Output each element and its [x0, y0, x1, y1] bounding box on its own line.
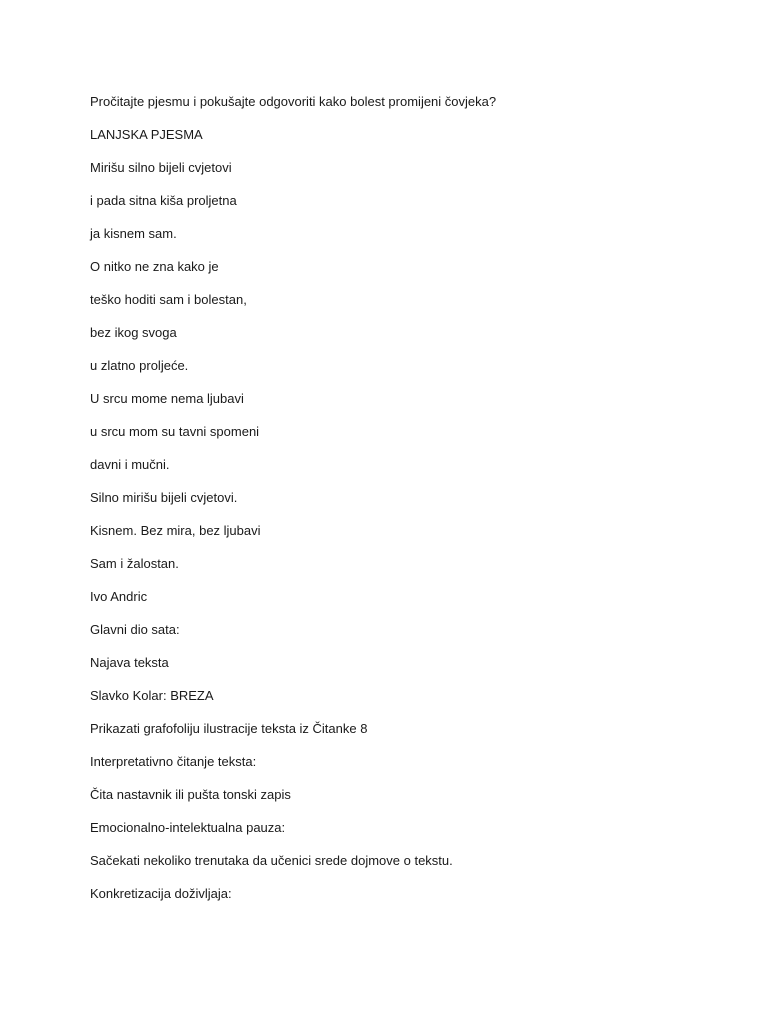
- instruction-text: Pročitajte pjesmu i pokušajte odgovoriti kako bolest promijeni čovjeka?: [90, 94, 497, 109]
- section-heading: Glavni dio sata:: [90, 622, 180, 637]
- poem-author: Ivo Andric: [90, 589, 148, 604]
- section-heading: Konkretizacija doživljaja:: [90, 886, 232, 901]
- poem-line: davni i mučni.: [90, 457, 170, 472]
- poem-line: Sam i žalostan.: [90, 556, 179, 571]
- section-heading: Interpretativno čitanje teksta:: [90, 754, 257, 769]
- poem-title: LANJSKA PJESMA: [90, 127, 203, 142]
- poem-line: U srcu mome nema ljubavi: [90, 391, 244, 406]
- text-line: Slavko Kolar: BREZA: [90, 688, 214, 703]
- poem-line: Kisnem. Bez mira, bez ljubavi: [90, 523, 261, 538]
- section-heading: Emocionalno-intelektualna pauza:: [90, 820, 286, 835]
- poem-line: u srcu mom su tavni spomeni: [90, 424, 260, 439]
- poem-line: Silno mirišu bijeli cvjetovi.: [90, 490, 238, 505]
- text-line: Prikazati grafofoliju ilustracije teksta iz Čitanke 8: [90, 721, 368, 736]
- poem-line: u zlatno proljeće.: [90, 358, 189, 373]
- poem-line: O nitko ne zna kako je: [90, 259, 219, 274]
- text-line: Čita nastavnik ili pušta tonski zapis: [90, 787, 291, 802]
- document-body: [90, 92, 730, 917]
- poem-line: teško hoditi sam i bolestan,: [90, 292, 247, 307]
- poem-line: bez ikog svoga: [90, 325, 177, 340]
- text-line: Sačekati nekoliko trenutaka da učenici srede dojmove o tekstu.: [90, 853, 453, 868]
- text-line: Najava teksta: [90, 655, 169, 670]
- poem-line: i pada sitna kiša proljetna: [90, 193, 237, 208]
- poem-line: ja kisnem sam.: [90, 226, 177, 241]
- poem-line: Mirišu silno bijeli cvjetovi: [90, 160, 232, 175]
